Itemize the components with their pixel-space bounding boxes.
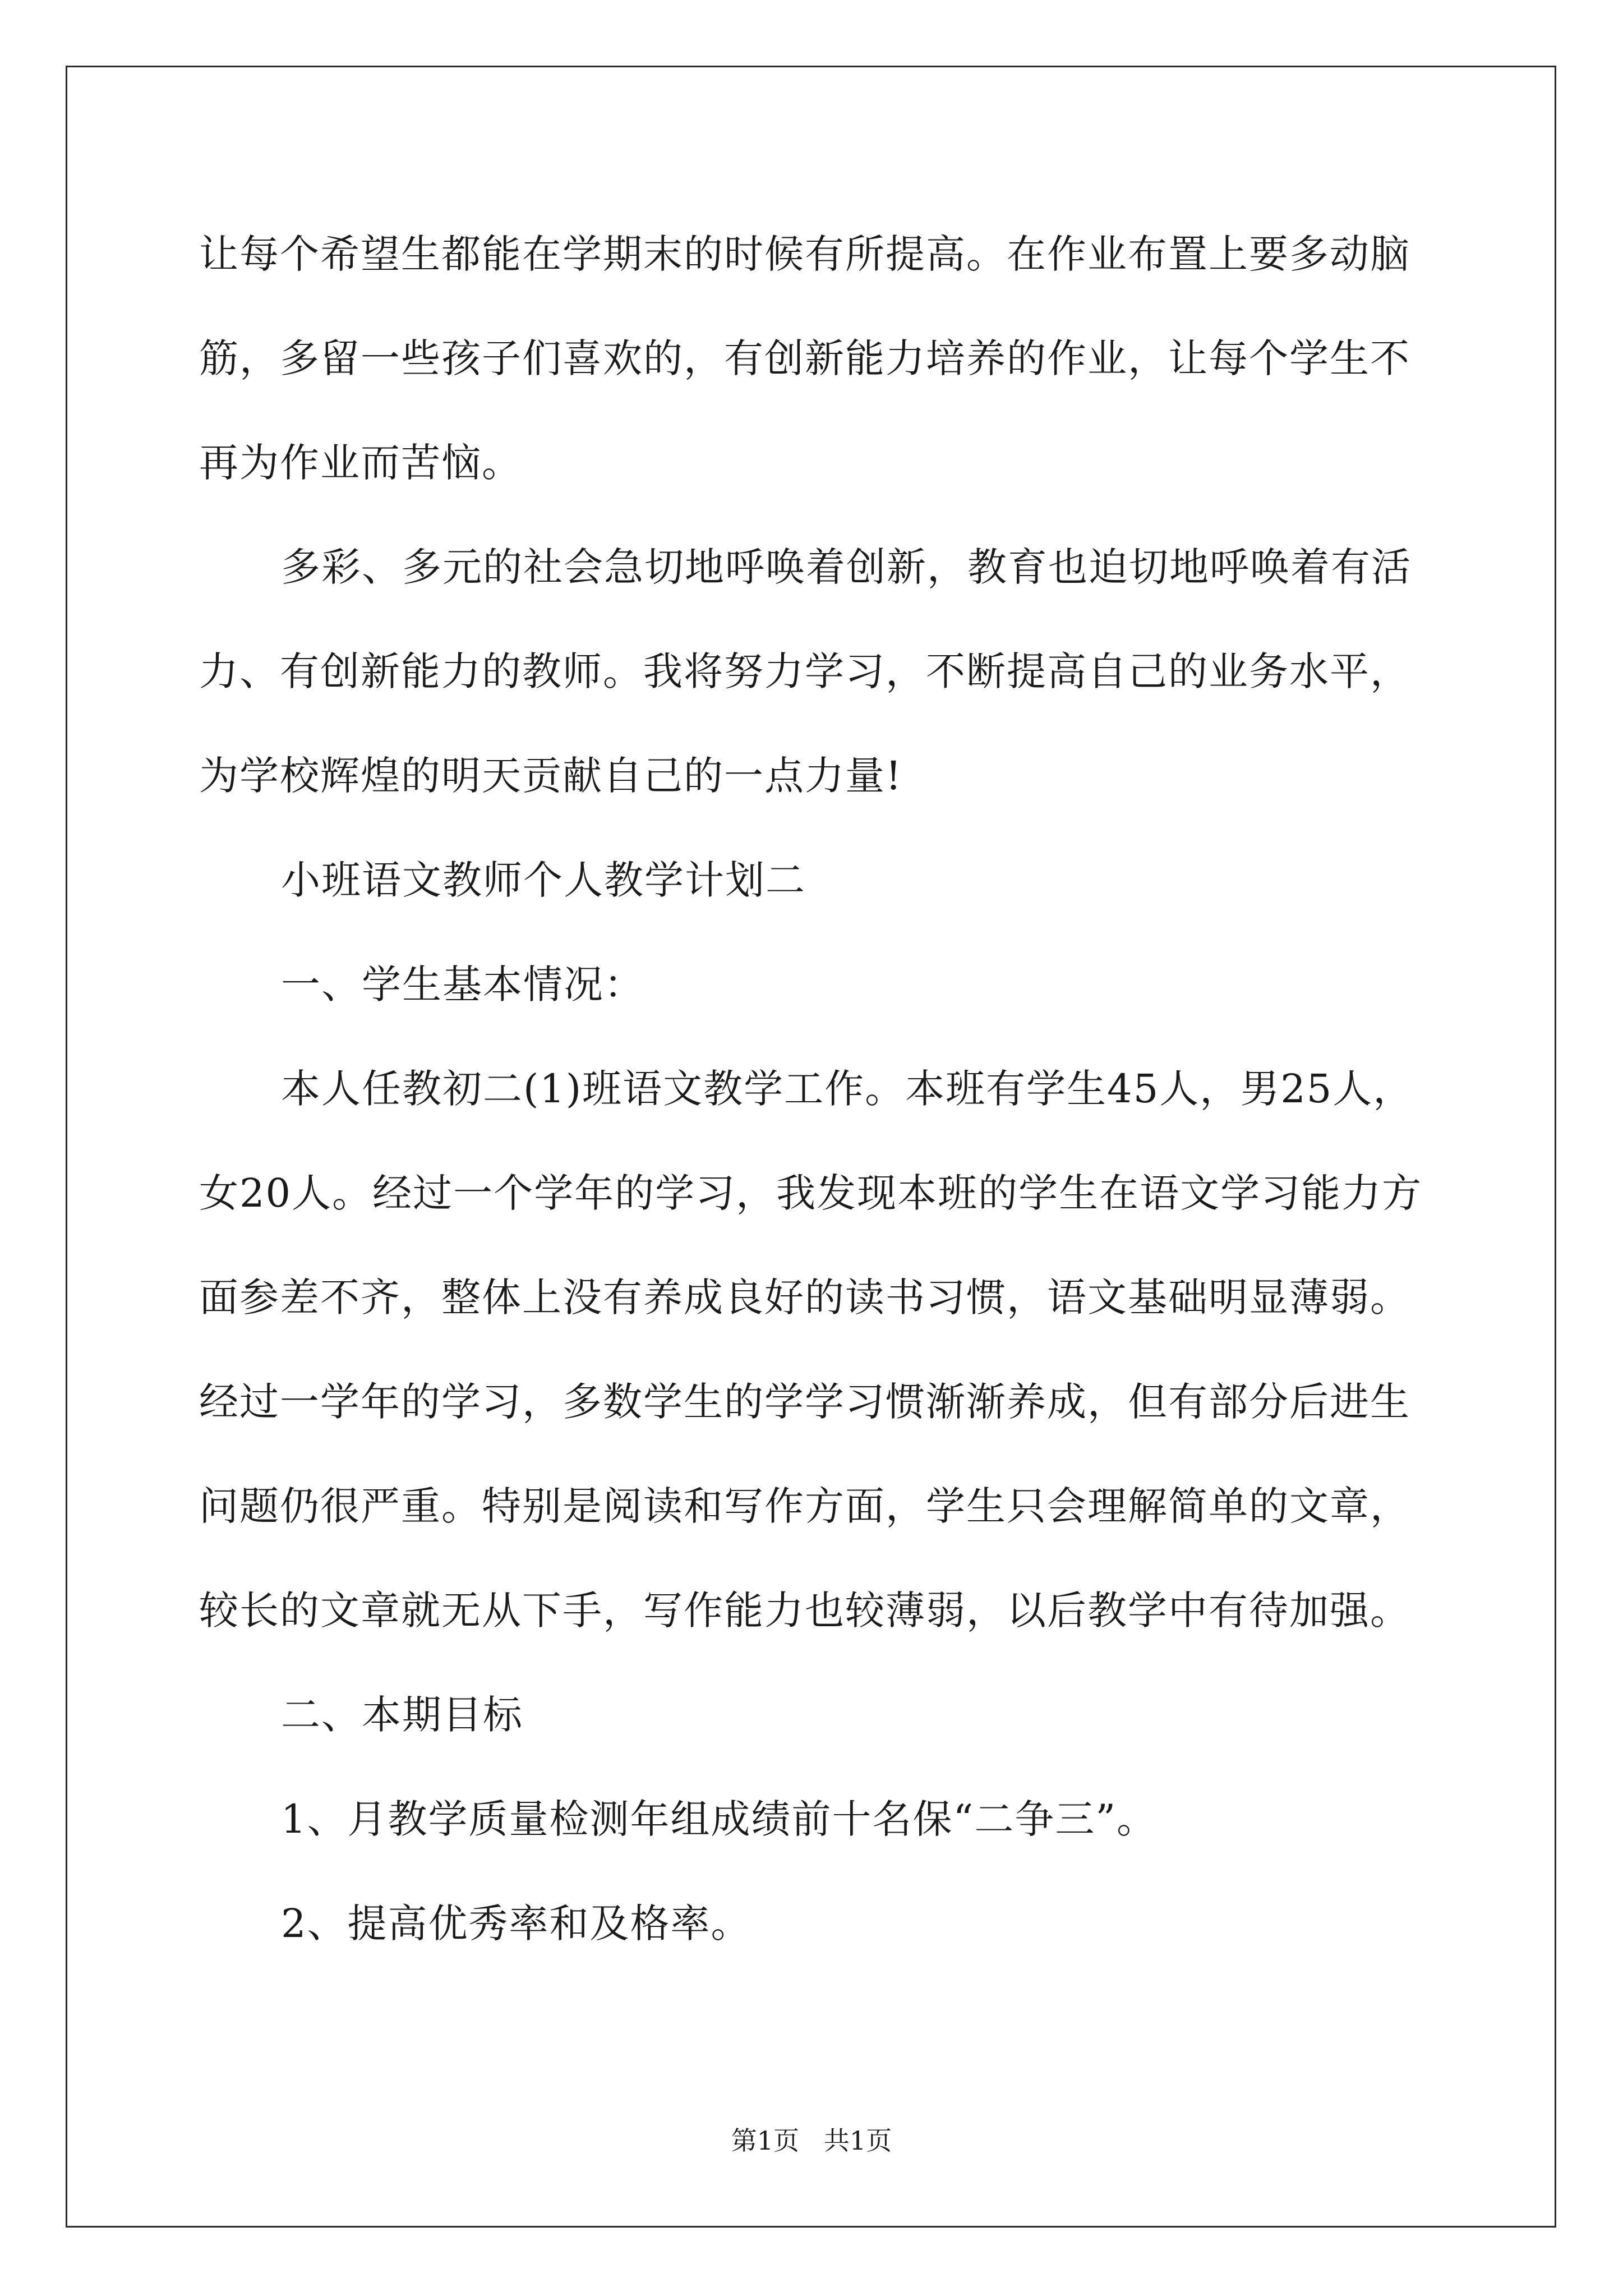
text-line: 问题仍很严重。特别是阅读和写作方面，学生只会理解简单的文章， (199, 1483, 1410, 1529)
list-item: 2、提高优秀率和及格率。 (281, 1901, 751, 1947)
text-line: 较长的文章就无从下手，写作能力也较薄弱，以后教学中有待加强。 (199, 1588, 1410, 1634)
section-heading: 二、本期目标 (281, 1692, 523, 1738)
text-line: 筋，多留一些孩子们喜欢的，有创新能力培养的作业，让每个学生不 (199, 335, 1410, 381)
list-item: 1、月教学质量检测年组成绩前十名保“二争三”。 (281, 1796, 1158, 1842)
document-body (199, 213, 1427, 1987)
text-line: 让每个希望生都能在学期末的时候有所提高。在作业布置上要多动脑 (199, 231, 1410, 277)
text-line: 经过一学年的学习，多数学生的学学习惯渐渐养成，但有部分后进生 (199, 1379, 1410, 1425)
text-line: 再为作业而苦恼。 (199, 440, 522, 486)
page-number: 第1页 共1页 (731, 2125, 892, 2156)
section-title: 小班语文教师个人教学计划二 (281, 857, 806, 903)
paragraph-start: 多彩、多元的社会急切地呼唤着创新，教育也迫切地呼唤着有活 (281, 544, 1412, 590)
text-line: 为学校辉煌的明天贡献自己的一点力量! (199, 753, 903, 799)
paragraph-start: 本人任教初二(1)班语文教学工作。本班有学生45人，男25人， (281, 1066, 1414, 1112)
section-heading: 一、学生基本情况： (281, 961, 644, 1007)
text-line: 面参差不齐，整体上没有养成良好的读书习惯，语文基础明显薄弱。 (199, 1274, 1410, 1320)
text-line: 女20人。经过一个学年的学习，我发现本班的学生在语文学习能力方 (199, 1170, 1423, 1216)
text-line: 力、有创新能力的教师。我将努力学习，不断提高自己的业务水平， (199, 648, 1410, 694)
